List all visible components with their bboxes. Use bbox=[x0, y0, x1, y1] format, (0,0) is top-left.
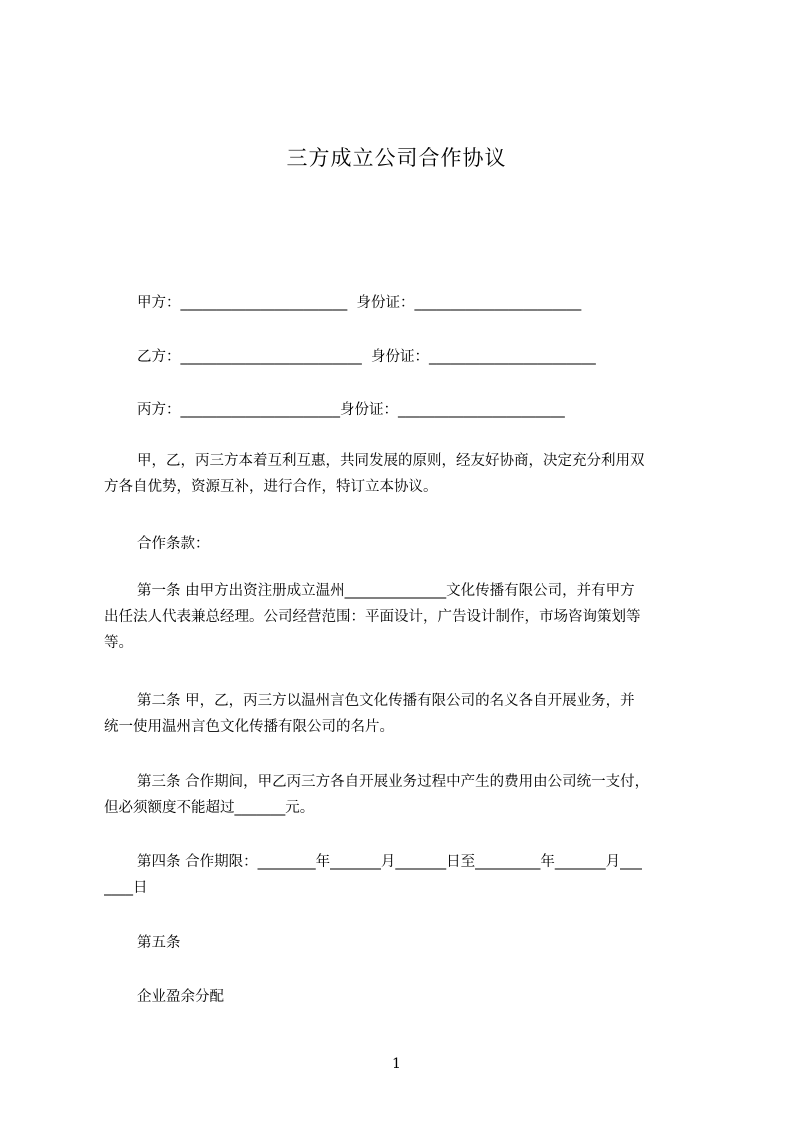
article-4-line-1: 第四条 合作期限：________年_______月_______日至_________年_______月___ bbox=[137, 854, 642, 870]
article-3-line-1: 第三条 合作期间，甲乙丙三方各自开展业务过程中产生的费用由公司统一支付， bbox=[137, 774, 650, 790]
article-4-paragraph bbox=[104, 849, 702, 901]
document-title: 三方成立公司合作协议 bbox=[286, 146, 507, 170]
intro-line-2: 方各自优势，资源互补，进行合作，特订立本协议。 bbox=[104, 479, 438, 495]
profit-distribution-heading: 企业盈余分配 bbox=[137, 989, 224, 1005]
article-2-paragraph bbox=[104, 688, 702, 740]
party-b-line bbox=[137, 345, 596, 366]
article-1-line-3: 等。 bbox=[104, 635, 133, 651]
article-3-line-2: 但必须额度不能超过_______元。 bbox=[104, 800, 315, 816]
article-4-line-2: ____日 bbox=[104, 880, 148, 896]
party-b-text: 乙方：_________________________ 身份证：_______________________ bbox=[137, 349, 596, 365]
article-1-paragraph bbox=[104, 578, 702, 656]
article-1-line-2: 出任法人代表兼总经理。公司经营范围：平面设计，广告设计制作，市场咨询策划等 bbox=[104, 609, 641, 625]
terms-heading: 合作条款： bbox=[137, 536, 210, 552]
intro-line-1: 甲，乙，丙三方本着互利互惠，共同发展的原则，经友好协商，决定充分利用双 bbox=[137, 453, 645, 469]
article-2-line-1: 第二条 甲，乙，丙三方以温州言色文化传播有限公司的名义各自开展业务，并 bbox=[137, 693, 635, 709]
article-5-heading: 第五条 bbox=[137, 935, 181, 951]
party-c-line bbox=[137, 398, 565, 419]
page-number: 1 bbox=[392, 1056, 401, 1072]
article-3-paragraph bbox=[104, 769, 702, 821]
party-c-text: 丙方：______________________身份证：_______________________ bbox=[137, 402, 565, 418]
intro-paragraph bbox=[104, 448, 702, 500]
party-a-line bbox=[137, 291, 581, 312]
article-2-line-2: 统一使用温州言色文化传播有限公司的名片。 bbox=[104, 719, 394, 735]
party-a-text: 甲方：_______________________ 身份证：_______________________ bbox=[137, 295, 582, 311]
article-1-line-1: 第一条 由甲方出资注册成立温州______________文化传播有限公司，并有甲方 bbox=[137, 583, 635, 599]
